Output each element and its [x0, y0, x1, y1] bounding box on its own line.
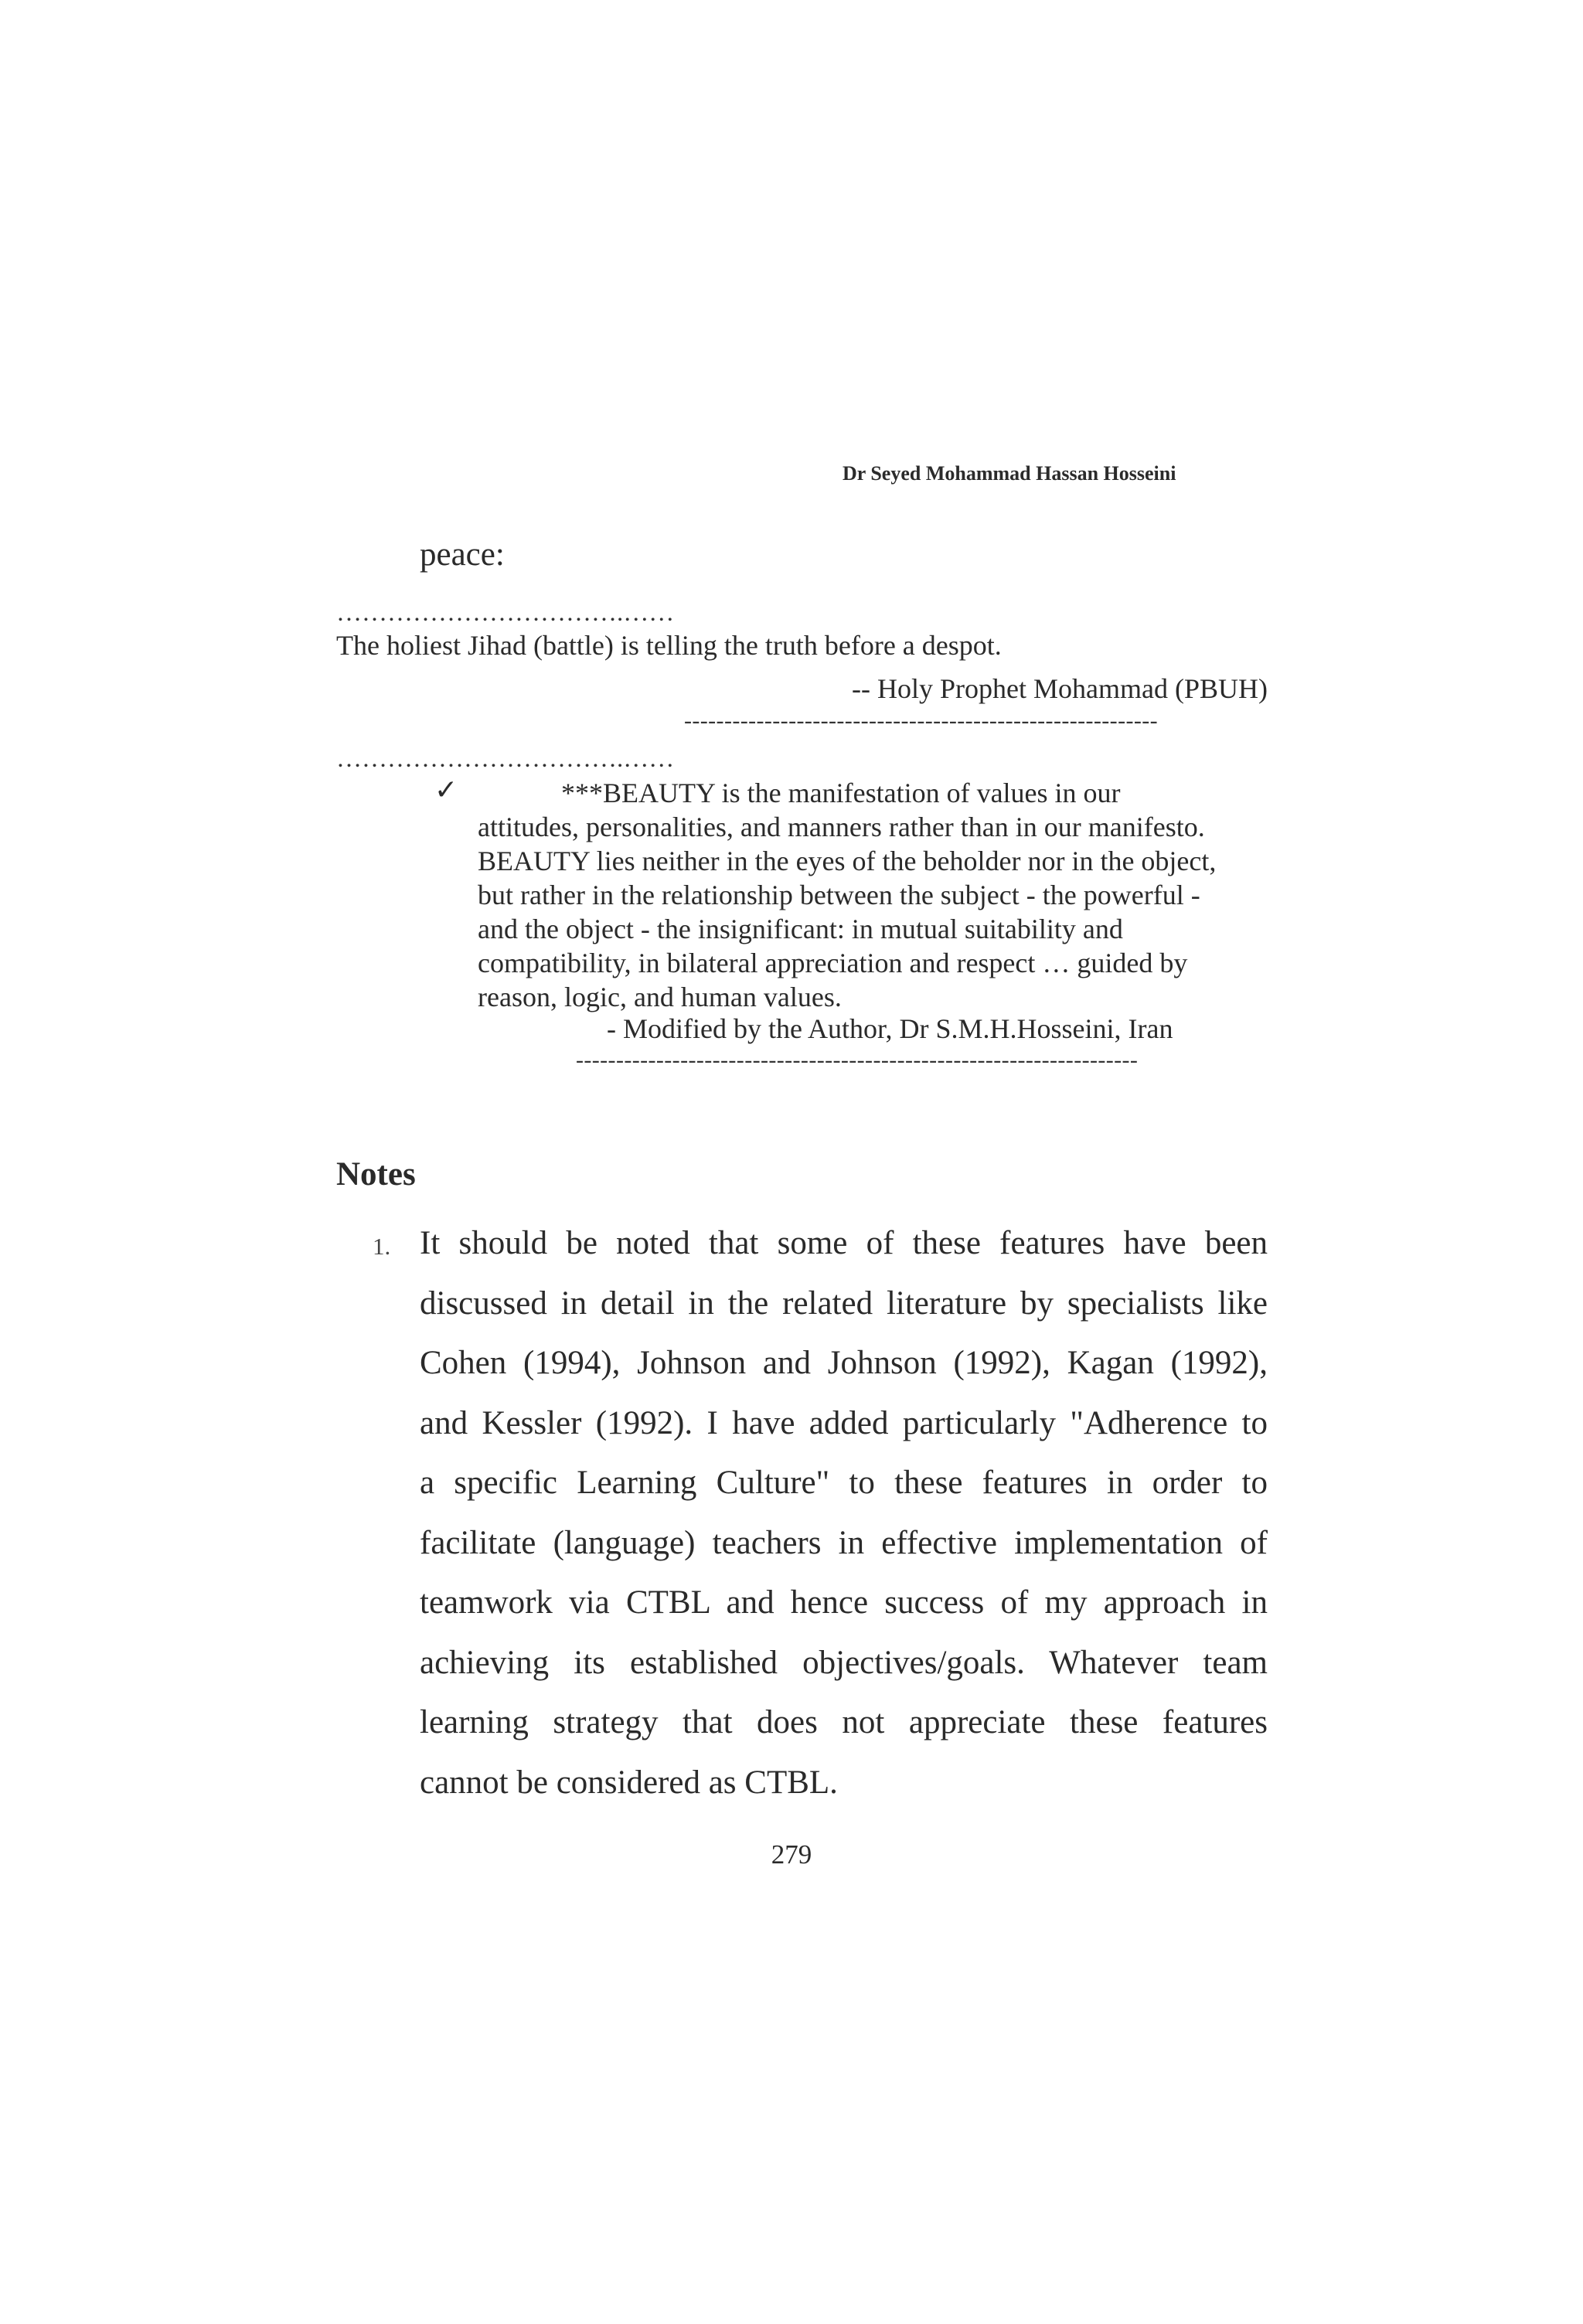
beauty-quote-line: and the object - the insignificant: in mutual suitability and: [478, 914, 1123, 944]
note-line: a specific Learning Culture" to these features in order to: [420, 1465, 1268, 1501]
note-line: facilitate (language) teachers in effective implementation of: [420, 1524, 1268, 1561]
beauty-quote-line: but rather in the relationship between the subject - the powerful -: [478, 880, 1200, 910]
dashed-separator: -----------------------------------------------------------: [684, 708, 1159, 733]
dotted-separator: …………………………….……: [336, 745, 675, 773]
note-number: 1.: [373, 1233, 391, 1260]
note-line: discussed in detail in the related literature by specialists like: [420, 1284, 1268, 1322]
quote-attribution: - Modified by the Author, Dr S.M.H.Hosseini, Iran: [607, 1013, 1173, 1044]
quote-attribution: -- Holy Prophet Mohammad (PBUH): [852, 673, 1268, 704]
note-line: cannot be considered as CTBL.: [420, 1764, 838, 1801]
checkmark-icon: ✓: [434, 774, 458, 805]
beauty-quote-line: compatibility, in bilateral appreciation and respect … guided by: [478, 948, 1188, 978]
page-number: 279: [771, 1839, 812, 1870]
beauty-quote-line: reason, logic, and human values.: [478, 982, 842, 1012]
dashed-separator: ----------------------------------------------------------------------: [576, 1047, 1139, 1073]
quote-text: The holiest Jihad (battle) is telling the truth before a despot.: [336, 630, 1002, 661]
note-line: It should be noted that some of these features have been: [420, 1225, 1268, 1261]
note-line: Cohen (1994), Johnson and Johnson (1992), Kagan (1992),: [420, 1345, 1268, 1381]
beauty-quote-line: BEAUTY lies neither in the eyes of the beholder nor in the object,: [478, 846, 1217, 876]
note-line: teamwork via CTBL and hence success of my approach in: [420, 1584, 1268, 1621]
beauty-quote-line: attitudes, personalities, and manners rather than in our manifesto.: [478, 812, 1205, 842]
beauty-quote-line: ***BEAUTY is the manifestation of values in our: [561, 778, 1121, 808]
continued-text: peace:: [420, 536, 505, 573]
note-paragraph: [420, 1213, 1268, 1812]
note-line: learning strategy that does not appreciate these features: [420, 1704, 1268, 1740]
dotted-separator: …………………………….……: [336, 599, 675, 627]
note-line: and Kessler (1992). I have added particularly "Adherence to: [420, 1404, 1268, 1441]
running-header-author: Dr Seyed Mohammad Hassan Hosseini: [843, 462, 1176, 485]
section-heading: Notes: [336, 1156, 416, 1193]
note-line: achieving its established objectives/goals. Whatever team: [420, 1644, 1268, 1681]
beauty-quote: [478, 776, 1268, 1014]
